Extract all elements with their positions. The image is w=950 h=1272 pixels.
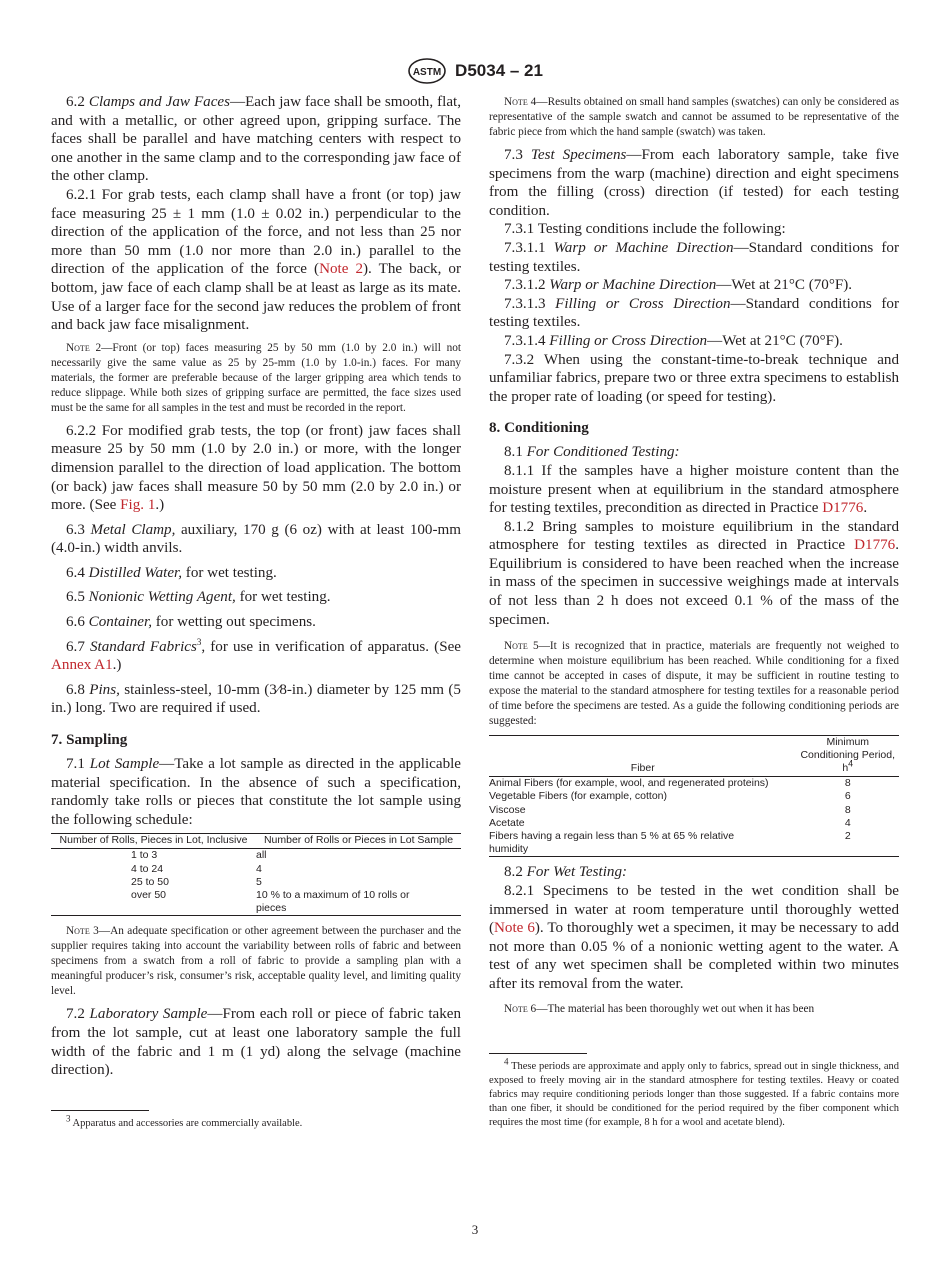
section-8-2: 8.2 For Wet Testing: [504,864,628,881]
section-6-5: 6.5 Nonionic Wetting Agent, for wet testing. [66,589,331,606]
table-row: 4 to 24 4 [131,862,262,875]
svg-text:ASTM: ASTM [412,67,442,78]
note-5: Note 5—It is recognized that in practice, materials are frequently not weighed to determine when moisture equilibrium has been reached. While conditioning for a fixed time cannot be accepted in cases of dispute, it may be sufficient in routine testing to expose the material to the standard atmosphere for testing textiles for a reasonable period of time before the specimens are tested. As a guide the following conditioning periods are suggested: [489,640,899,728]
fig-1-link[interactable]: Fig. 1 [120,497,156,514]
footnote-rule [489,1053,587,1054]
astm-logo-icon [407,58,447,84]
section-7-3-1-2: 7.3.1.2 Warp or Machine Direction—Wet at 21°C (70°F). [504,277,853,294]
footnote-3: $^3$ Apparatus and accessories are commercially available. [66,1113,303,1129]
page-header [0,58,950,84]
section-8-2-1: 8.2.1 Specimens to be tested in the wet condition shall be immersed in water at room temperature until thoroughly wetted (Note 6). To thoroughly wet a specimen, it may be necessary to add not more than 0.05 % of a nonionic wetting agent to the water. A test of any wet specimen shall be completed within two minutes after its removal from the water. [489,883,899,993]
table-row: 25 to 50 5 [131,875,262,888]
table-row: 1 to 3 all [131,849,267,862]
table-row: Animal Fibers (for example, wool, and regenerated proteins) 8 [489,777,851,790]
note-6-link[interactable]: Note 6 [494,920,535,937]
section-6-4: 6.4 Distilled Water, for wet testing. [66,564,277,581]
section-8-1-2: 8.1.2 Bring samples to moisture equilibrium in the standard atmosphere for testing textiles as directed in Practice D1776. Equilibrium is considered to have been reached when the increase in mass of the specimen in successive weighings made at intervals of not less than 2 h does not exceed 0.1 % of the mass of the specimen. [489,518,899,628]
section-7-2: 7.2 Laboratory Sample—From each roll or piece of fabric taken from the lot sample, cut at least one laboratory sample the full width of the fabric and 1 m (1 yd) along the selvage (machine direction). [51,1006,462,1079]
section-7-3-2: 7.3.2 When using the constant-time-to-break technique and unfamiliar fabrics, prepare two or three extra specimens to establish the proper rate of loading (or speed for testing). [489,351,899,405]
conditioning-period-table [489,735,899,857]
d1776-link[interactable]: D1776 [854,537,896,554]
section-7-3-1: 7.3.1 Testing conditions include the following: [504,221,786,238]
section-6-8: 6.8 Pins, stainless-steel, 10-mm (3⁄8-in.) diameter by 125 mm (5 in.) long. Two are required if used. [51,681,461,717]
section-6-3: 6.3 Metal Clamp, auxiliary, 170 g (6 oz) with at least 100-mm (4.0-in.) width anvils. [51,521,461,557]
table-row: Vegetable Fibers (for example, cotton) 6 [489,790,851,803]
note-6: Note 6—The material has been thoroughly wet out when it has been [504,1002,815,1015]
note-2: Note 2—Front (or top) faces measuring 25 by 50 mm (1.0 by 2.0 in.) will not necessarily give the same value as 25 by 25-mm (1.0 by 1.0-in.) faces. For many materials, the former are preferable because of the larger gripping area which tends to reduce slippage. While both sizes of gripping surface are permitted, the face sizes used must be the same for all samples in the test and must be recorded in the report. [51,341,462,414]
right-column [489,93,899,1130]
table-row: Viscose 8 [489,803,851,816]
annex-a1-link[interactable]: Annex A1 [51,657,113,674]
heading-conditioning: 8. Conditioning [489,420,589,437]
section-7-3-1-3: 7.3.1.3 Filling or Cross Direction—Standard conditions for testing textiles. [489,295,899,331]
table-row: over 50 10 % to a maximum of 10 rolls or pieces [131,889,410,915]
footnote-rule [51,1110,149,1111]
section-6-2: 6.2 Clamps and Jaw Faces—Each jaw face shall be smooth, flat, and with a metallic, or other agreed upon, gripping surface. The faces shall be parallel and have matching centers with respect to one another in the same clamp and to the corresponding jaw face of the other clamp. [51,94,461,185]
section-6-2-1: 6.2.1 For grab tests, each clamp shall have a front (or top) jaw face measuring 25 ± 1 mm (1.0 ± 0.02 in.) perpendicular to the direction of the application of the force, and not less than 25 nor more than 50 mm (1.0 nor more than 2.0 in.) parallel to the direction of the application of the force (Note 2). The back, or bottom, jaw face of each clamp shall be at least as large as its mate. Use of a larger face for the second jaw reduces the problem of front and back jaw face misalignment. [51,186,462,334]
lot-sample-table [51,833,461,916]
footnote-4: $^4$ These periods are approximate and apply only to fabrics, spread out in single thickness, and exposed to freely moving air in the standard atmosphere for testing textiles. Heavy or coated fabrics may require conditioning periods longer than those suggested. If a fabric contains more than one fiber, it should be conditioned for the period required by the fiber component which requires the most time (for example, 8 h for a wool and acetate blend). [489,1056,899,1128]
section-8-1: 8.1 For Conditioned Testing: [504,444,680,461]
section-6-2-2: 6.2.2 For modified grab tests, the top (or front) jaw faces shall measure 25 by 50 mm (1.0 by 2.0 in.) or more, with the longer dimension parallel to the direction of load application. The bottom (or back) jaw faces shall measure 50 by 50 mm (2.0 by 2.0 in.) or more. (See Fig. 1.) [51,422,461,514]
note-3: Note 3—An adequate specification or other agreement between the purchaser and the supplier requires taking into account the variability between rolls of fabric and between specimens from a swatch from a roll of fabric to provide a sampling plan with a meaningful producer’s risk, consumer’s risk, acceptable quality level, and limiting quality level. [51,925,461,998]
table-header: Fiber [489,736,797,777]
note-4: Note 4—Results obtained on small hand samples (swatches) can only be considered as representative of the sample swatch and cannot be assumed to be representative of the fabric piece from which the hand sample (swatch) was taken. [489,96,899,138]
table-header: Minimum Conditioning Period, $h^4$ [797,736,900,777]
table-row: Fibers having a regain less than 5 % at 65 % relative humidity 2 [489,830,851,856]
section-7-3-1-4: 7.3.1.4 Filling or Cross Direction—Wet at 21°C (70°F). [504,332,843,349]
section-7-3-1-1: 7.3.1.1 Warp or Machine Direction—Standard conditions for testing textiles. [489,239,899,275]
section-7-1: 7.1 Lot Sample—Take a lot sample as directed in the applicable material specification. In the absence of such a specification, randomly take rolls or pieces that constitute the lot sample using the following schedule: [51,756,462,828]
document-code: D5034 – 21 [455,61,543,80]
table-row: Acetate 4 [489,816,851,829]
section-6-6: 6.6 Container, for wetting out specimens. [66,614,316,631]
page-number: 3 [471,1222,479,1237]
table-header: Number of Rolls, Pieces in Lot, Inclusive [51,834,256,849]
d1776-link[interactable]: D1776 [822,500,864,517]
section-7-3: 7.3 Test Specimens—From each laboratory sample, take five specimens from the warp (machine) direction and eight specimens from the filling (cross) direction (if tested) for each testing condition. [489,147,899,219]
heading-sampling: 7. Sampling [51,732,128,749]
left-column [51,93,461,1131]
section-8-1-1: 8.1.1 If the samples have a higher moisture content than the moisture present when at equilibrium in the standard atmosphere for testing textiles, precondition as directed in Practice D1776. [489,462,899,517]
table-header: Number of Rolls or Pieces in Lot Sample [256,834,461,849]
note-2-link[interactable]: Note 2 [319,261,364,278]
section-6-7: 6.7 Standard Fabrics$^3$, for use in verification of apparatus. (See Annex A1.) [51,636,461,674]
